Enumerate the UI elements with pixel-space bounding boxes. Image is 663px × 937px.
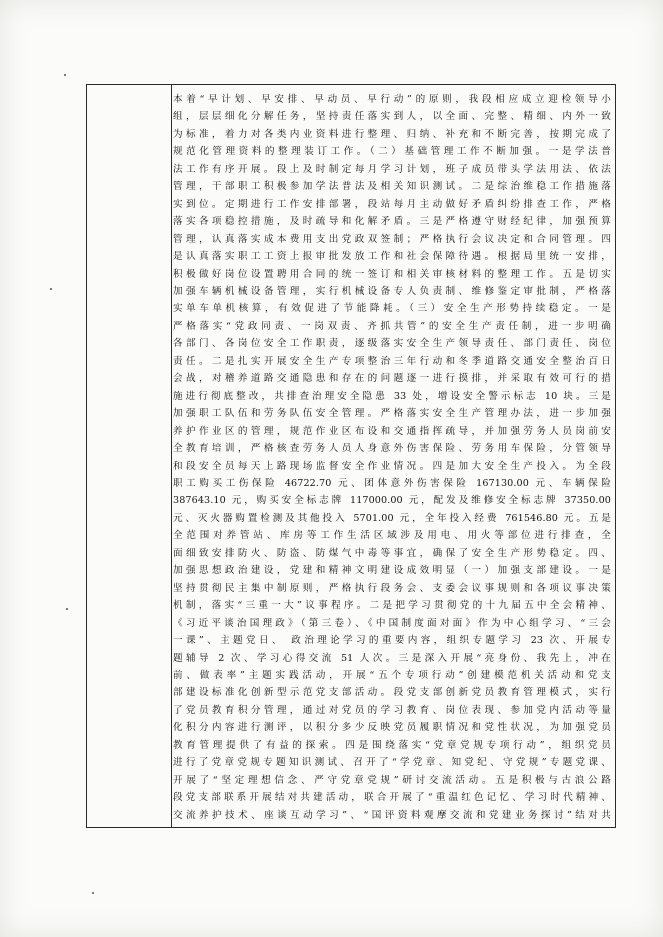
text-line: 化积分内容进行测评，以积分多少反映党员履职情况和党性状况，为加强党员 bbox=[173, 722, 611, 734]
text-line: 管理，认真落实成本费用支出党政双签制；严格执行会议决定和合同管理。四 bbox=[173, 233, 611, 245]
text-line: 各部门、各岗位安全工作职责，逐级落实安全生产领导责任、部门责任、岗位 bbox=[173, 338, 611, 350]
text-line: 加强车辆机械设备管理，实行机械设备专人负责制、维修鉴定审批制，严格落 bbox=[173, 285, 611, 297]
text-line: 是认真落实职工工资上报审批发放工作和社会保障待遇。根据局里统一安排， bbox=[173, 251, 611, 263]
text-line: 前、做表率”主题实践活动，开展“五个专项行动”创建模范机关活动和党支 bbox=[173, 669, 611, 681]
table-left-column bbox=[87, 85, 172, 827]
text-line: 责任。二是扎实开展安全生产专项整治三年行动和冬季道路交通安全整治百日 bbox=[173, 355, 611, 367]
text-line: 规范化管理资料的整理装订工作。（二）基础管理工作不断加强。一是学法普 bbox=[173, 146, 611, 158]
scan-speck bbox=[50, 288, 52, 290]
text-line: 《习近平谈治国理政》（第三卷）、《中国制度面对面》作为中心组学习、“三会 bbox=[173, 617, 611, 629]
text-line: 了党员教育积分管理，通过对党员的学习教育、岗位表现、参加党内活动等量 bbox=[173, 704, 611, 716]
text-line: 题辅导 2 次、学习心得交流 51 人次。三是深入开展“亮身份、我先上，冲在 bbox=[173, 652, 611, 664]
text-line: 实到位。定期进行工作安排部署，段站每月主动做好矛盾纠纷排查工作，严格 bbox=[173, 198, 611, 210]
report-body-text bbox=[173, 91, 611, 823]
text-line: 加强思想政治建设，党建和精神文明建设成效明显（一）加强支部建设。一是 bbox=[173, 565, 611, 577]
text-line: 施进行彻底整改，共排查治理安全隐患 33 处，增设安全警示标志 10 块。三是 bbox=[173, 390, 611, 402]
text-line: 养护作业区的管理，规范作业区布设和交通指挥疏导，并加强劳务人员岗前安 bbox=[173, 425, 611, 437]
text-line: 387643.10 元，购买安全标志牌 117000.00 元，配发及维修安全标志牌 37350.00 bbox=[173, 495, 611, 507]
text-line: 部建设标准化创新型示范党支部活动。段党支部创新党员教育管理模式，实行 bbox=[173, 687, 611, 699]
text-line: 机制，落实“三重一大”议事程序。二是把学习贯彻党的十九届五中全会精神、 bbox=[173, 600, 611, 612]
text-line: 本着“早计划、早安排、早动员、早行动”的原则，我段相应成立迎检领导小 bbox=[173, 94, 611, 105]
text-line: 面细致安排防火、防盗、防煤气中毒等事宜，确保了安全生产形势稳定。四、 bbox=[173, 547, 611, 559]
text-line: 全教育培训，严格核查劳务人员人身意外伤害保险、劳务用车保险，分管领导 bbox=[173, 443, 611, 455]
scan-speck bbox=[64, 74, 66, 76]
text-line: 加强职工队伍和劳务队伍安全管理。严格落实安全生产管理办法，进一步加强 bbox=[173, 408, 611, 420]
text-line: 进行了党章党规专题知识测试、召开了“学党章、知党纪、守党规”专题党课、 bbox=[173, 757, 611, 769]
text-line: 开展了“坚定理想信念、严守党章党规”研讨交流活动。五是积极与古浪公路 bbox=[173, 774, 611, 786]
text-line: 落实各项稳控措施，及时疏导和化解矛盾。三是严格遵守财经纪律，加强预算 bbox=[173, 216, 611, 228]
text-line: 和段安全员每天上路现场监督安全作业情况。四是加大安全生产投入。为全段 bbox=[173, 460, 611, 472]
text-line: 元、灭火器购置检测及其他投入 5701.00 元，全年投入经费 761546.80 元。五是 bbox=[173, 512, 611, 524]
text-line: 管理，干部职工积极参加学法普法及相关知识测试。二是综治维稳工作措施落 bbox=[173, 181, 611, 193]
text-line: 职工购买工伤保险 46722.70 元、团体意外伤害保险 167130.00 元、车辆保险 bbox=[173, 477, 611, 489]
text-line: 全范围对养管站、库房等工作生活区域涉及用电、用火等部位进行排查，全 bbox=[173, 530, 611, 542]
form-table bbox=[86, 84, 616, 828]
text-line: 积极做好岗位设置聘用合同的统一签订和相关审核材料的整理工作。五是切实 bbox=[173, 268, 611, 280]
text-line: 会战，对稽养道路交通隐患和存在的问题逐一进行摸排，并采取有效可行的措 bbox=[173, 373, 611, 385]
text-line: 教育管理提供了有益的探索。四是围绕落实“党章党规专项行动”，组织党员 bbox=[173, 739, 611, 751]
text-line: 法工作有序开展。段上及时制定每月学习计划，班子成员带头学法用法、依法 bbox=[173, 163, 611, 175]
text-line: 段党支部联系开展结对共建活动，联合开展了“重温红色记忆、学习时代精神、 bbox=[173, 792, 611, 804]
text-line: 一课”、主题党日、 政治理论学习的重要内容，组织专题学习 23 次、开展专 bbox=[173, 635, 611, 647]
text-line: 为标准，着力对各类内业资料进行整理、归纳、补充和不断完善，按期完成了 bbox=[173, 128, 611, 140]
text-line: 坚持贯彻民主集中制原则，严格执行段务会、支委会议事规则和各项议事决策 bbox=[173, 582, 611, 594]
text-line: 严格落实“党政同责、一岗双责、齐抓共管”的安全生产责任制，进一步明确 bbox=[173, 320, 611, 332]
text-line: 交流养护技术、座谈互动学习”、“国评资料观摩交流和党建业务探讨”结对共 bbox=[173, 809, 611, 821]
scan-speck bbox=[66, 608, 68, 610]
text-line: 组，层层细化分解任务，坚持责任落实到人，以全面、完整、精细、内外一致 bbox=[173, 111, 611, 123]
text-line: 实单车单机核算，有效促进了节能降耗。（三）安全生产形势持续稳定。一是 bbox=[173, 303, 611, 315]
scan-speck bbox=[92, 892, 94, 894]
